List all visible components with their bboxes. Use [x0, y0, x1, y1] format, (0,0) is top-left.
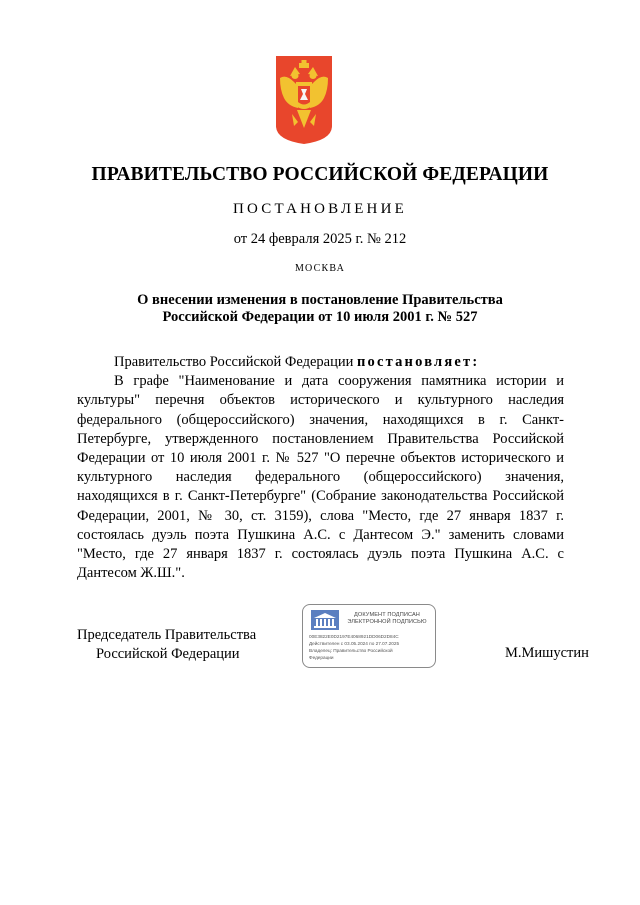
stamp-title-line-1: ДОКУМЕНТ ПОДПИСАН	[354, 612, 420, 618]
document-city: МОСКВА	[294, 263, 346, 274]
stamp-validity: Действителен с 03.05.2024 по 27.07.2025	[309, 641, 400, 646]
document-type: ПОСТАНОВЛЕНИЕ	[233, 201, 407, 217]
decree-paragraph: В графе "Наименование и дата сооружения памятника истории и культуры" перечня объектов исторического и культурного наследия федерального (общероссийского) значения, находящихся в г. Санкт-Петербурге, утвержденного постановлением Правительства Российской Федерации от 10 июля 2001 г. № 527 "О перечне объектов исторического и культурного наследия федерального (общероссийского) значения, находящихся в г. Санкт-Петербурге" (Собрание законодательства Российской Федерации, 2001, № 30, ст. 3159), слова "Место, где 27 января 1837 г. состоялась дуэль поэта Пушкина А.С. с Дантесом Э." заменить словами "Место, где 27 января 1837 г. состоялась дуэль поэта Пушкина А.С. с Дантесом Ж.Ш.".	[77, 373, 564, 582]
heading-line-2: Российской Федерации от 10 июля 2001 г. № 527	[162, 309, 478, 325]
stamp-title	[343, 612, 431, 626]
signer-name: М.Мишустин	[505, 645, 589, 661]
coat-of-arms-icon	[276, 56, 332, 144]
decree-subject: Правительство Российской Федерации	[114, 354, 357, 370]
signer-position	[77, 626, 256, 664]
stamp-certificate: 00E3822E0D2197E4068921DD06D2D84C	[309, 634, 399, 639]
decree-line	[77, 353, 564, 372]
signer-position-line-2: Российской Федерации	[96, 646, 240, 663]
document-body	[77, 353, 564, 583]
government-building-icon	[311, 610, 339, 630]
decree-word: постановляет:	[356, 354, 480, 370]
electronic-signature-stamp	[302, 604, 436, 668]
document-date-number: от 24 февраля 2025 г. № 212	[233, 231, 407, 247]
signer-position-line-1: Председатель Правительства	[77, 627, 257, 643]
document-heading	[0, 292, 640, 326]
heading-line-1: О внесении изменения в постановление Правительства	[137, 292, 503, 308]
stamp-owner-line-2: Федерации	[309, 655, 334, 660]
stamp-owner-line-1: Владелец: Правительство Российской	[309, 648, 393, 653]
government-title: ПРАВИТЕЛЬСТВО РОССИЙСКОЙ ФЕДЕРАЦИИ	[91, 164, 549, 185]
stamp-title-line-2: ЭЛЕКТРОННОЙ ПОДПИСЬЮ	[347, 619, 427, 625]
